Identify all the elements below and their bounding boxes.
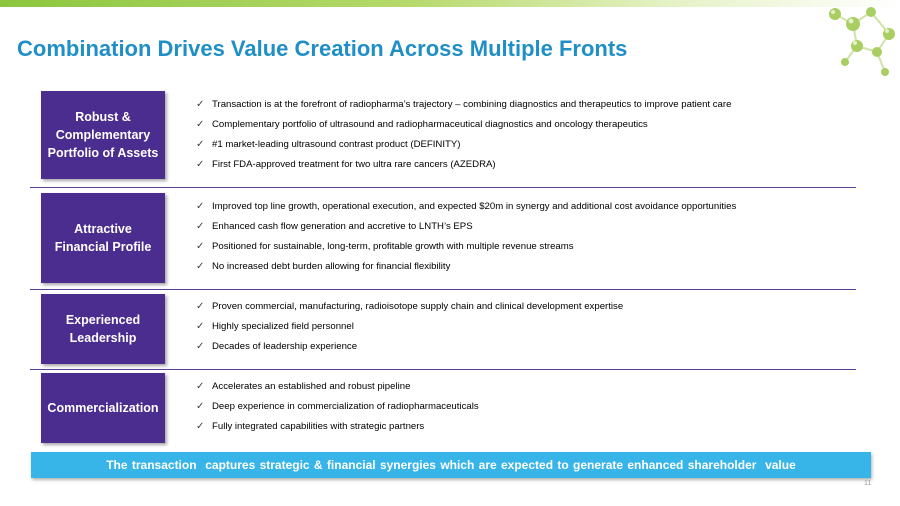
section-divider bbox=[30, 187, 856, 188]
checkmark-icon: ✓ bbox=[196, 119, 205, 130]
section-label-text: Commercialization bbox=[47, 401, 159, 415]
list-item bbox=[196, 341, 836, 352]
bullet-text: Improved top line growth, operational execution, and expected $20m in synergy and additional cost avoidance opportunities bbox=[212, 201, 737, 212]
checkmark-icon: ✓ bbox=[196, 241, 205, 252]
bullet-text: Highly specialized field personnel bbox=[212, 321, 354, 332]
bullet-list-portfolio bbox=[196, 99, 836, 170]
list-item bbox=[196, 321, 836, 332]
section-label-portfolio bbox=[41, 91, 165, 179]
list-item bbox=[196, 119, 836, 130]
section-label-text: Robust & Complementary Portfolio of Assets bbox=[47, 110, 159, 160]
list-item bbox=[196, 401, 836, 412]
molecule-graphic-icon bbox=[805, 0, 900, 92]
checkmark-icon: ✓ bbox=[196, 341, 205, 352]
bullet-list-leadership bbox=[196, 301, 836, 352]
bullet-text: Decades of leadership experience bbox=[212, 341, 358, 352]
list-item bbox=[196, 261, 836, 272]
section-label-commercialization bbox=[41, 373, 165, 443]
checkmark-icon: ✓ bbox=[196, 401, 205, 412]
list-item bbox=[196, 201, 836, 212]
bullet-text: #1 market-leading ultrasound contrast product (DEFINITY) bbox=[212, 139, 461, 150]
checkmark-icon: ✓ bbox=[196, 321, 205, 332]
section-divider bbox=[30, 369, 856, 370]
bullet-text: Proven commercial, manufacturing, radioisotope supply chain and clinical development expertise bbox=[212, 301, 624, 312]
bullet-text: Positioned for sustainable, long-term, profitable growth with multiple revenue streams bbox=[212, 241, 574, 252]
checkmark-icon: ✓ bbox=[196, 261, 205, 272]
bullet-text: Complementary portfolio of ultrasound and radiopharmaceutical diagnostics and oncology therapeutics bbox=[212, 119, 648, 130]
bullet-list-commercialization bbox=[196, 381, 836, 432]
page-number: 11 bbox=[864, 480, 872, 487]
bullet-text: Transaction is at the forefront of radiopharma’s trajectory – combining diagnostics and therapeutics to improve patient care bbox=[212, 99, 732, 110]
list-item bbox=[196, 221, 836, 232]
section-label-leadership bbox=[41, 294, 165, 364]
list-item bbox=[196, 301, 836, 312]
summary-banner bbox=[31, 452, 871, 478]
list-item bbox=[196, 139, 836, 150]
checkmark-icon: ✓ bbox=[196, 421, 205, 432]
bullet-list-financial bbox=[196, 201, 836, 272]
section-label-text: Attractive Financial Profile bbox=[54, 222, 152, 254]
list-item bbox=[196, 381, 836, 392]
bullet-text: No increased debt burden allowing for financial flexibility bbox=[212, 261, 451, 272]
checkmark-icon: ✓ bbox=[196, 201, 205, 212]
bullet-text: Fully integrated capabilities with strategic partners bbox=[212, 421, 425, 432]
list-item bbox=[196, 99, 836, 110]
checkmark-icon: ✓ bbox=[196, 301, 205, 312]
list-item bbox=[196, 421, 836, 432]
section-divider bbox=[30, 289, 856, 290]
summary-banner-text: The transaction captures strategic & financial synergies which are expected to generate enhanced shareholder value bbox=[106, 458, 796, 472]
top-accent-bar bbox=[0, 0, 900, 7]
bullet-text: Deep experience in commercialization of radiopharmaceuticals bbox=[212, 401, 479, 412]
section-label-financial bbox=[41, 193, 165, 283]
checkmark-icon: ✓ bbox=[196, 381, 205, 392]
checkmark-icon: ✓ bbox=[196, 159, 205, 170]
checkmark-icon: ✓ bbox=[196, 139, 205, 150]
slide-title: Combination Drives Value Creation Across Multiple Fronts bbox=[17, 36, 628, 61]
checkmark-icon: ✓ bbox=[196, 221, 205, 232]
list-item bbox=[196, 159, 836, 170]
section-label-text: Experienced Leadership bbox=[65, 313, 141, 345]
bullet-text: Enhanced cash flow generation and accretive to LNTH’s EPS bbox=[212, 221, 473, 232]
list-item bbox=[196, 241, 836, 252]
bullet-text: First FDA-approved treatment for two ultra rare cancers (AZEDRA) bbox=[212, 159, 496, 170]
bullet-text: Accelerates an established and robust pipeline bbox=[212, 381, 411, 392]
checkmark-icon: ✓ bbox=[196, 99, 205, 110]
